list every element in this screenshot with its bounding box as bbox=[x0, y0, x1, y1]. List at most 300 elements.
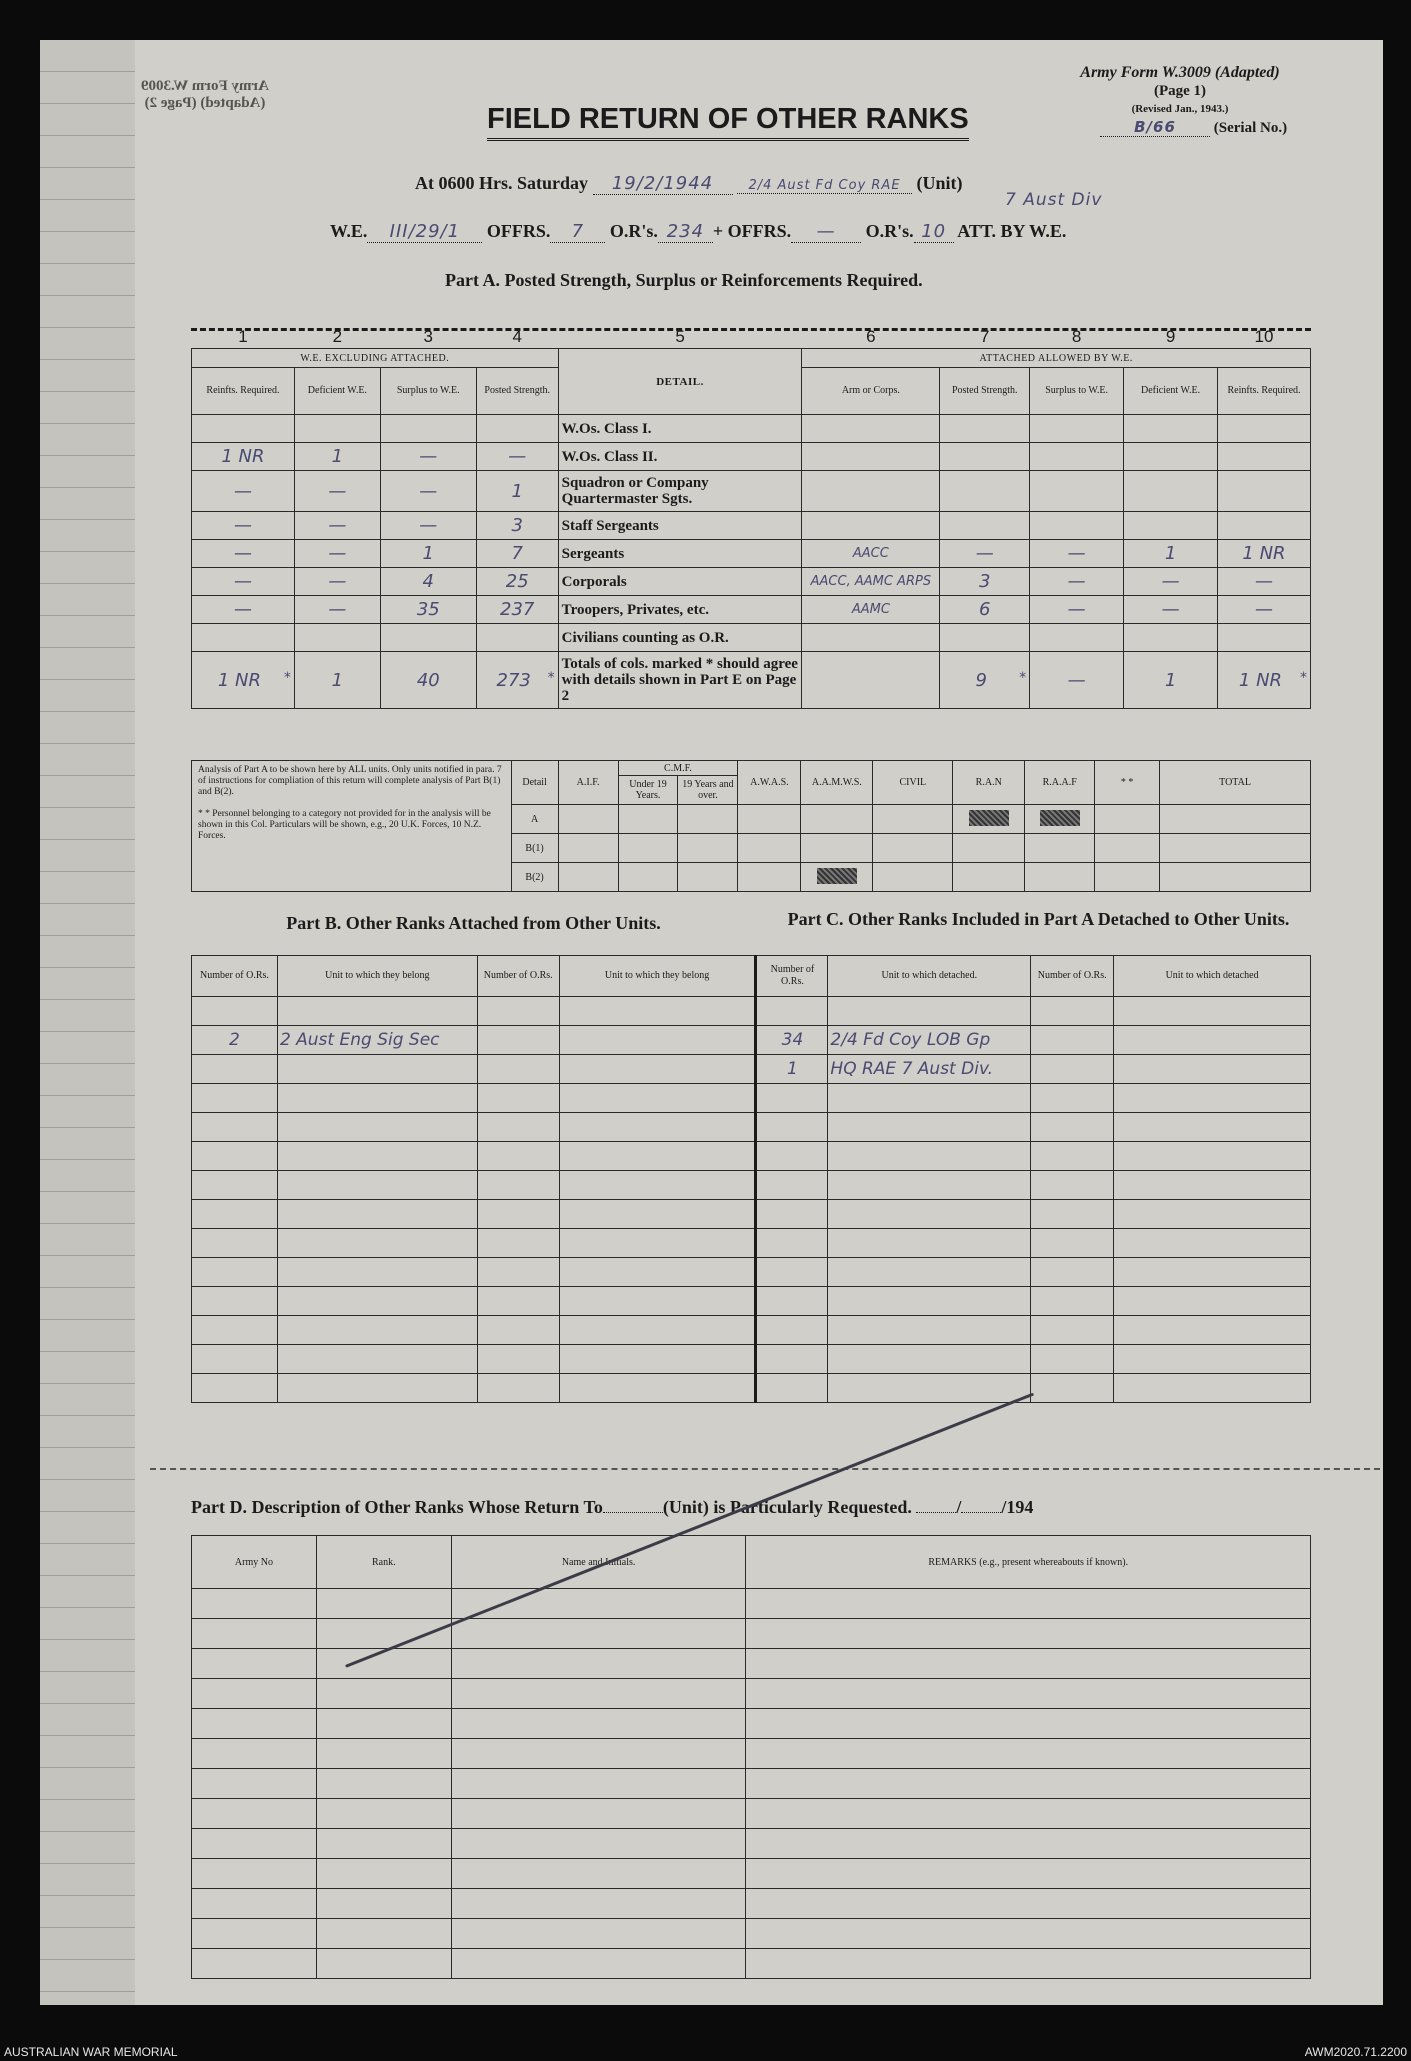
cell bbox=[746, 1739, 1311, 1769]
table-row bbox=[192, 1589, 1311, 1619]
cell bbox=[1114, 1229, 1311, 1258]
cell-value: 1 bbox=[511, 480, 523, 502]
cell-c3 bbox=[380, 540, 476, 568]
part-c-title: Part C. Other Ranks Included in Part A Detached to Other Units. bbox=[787, 909, 1290, 929]
table-row bbox=[192, 1889, 1311, 1919]
ran-blocked bbox=[953, 805, 1025, 834]
analysis-note-2: * * Personnel belonging to a category not provided for in the analysis will be shown in this Col. Particulars will be shown, e.g., 20 U.K. Forces, 10 N.Z. Forces. bbox=[198, 809, 491, 841]
cell-c8 bbox=[1030, 596, 1124, 624]
detail-label: W.Os. Class I. bbox=[558, 415, 802, 443]
table-row bbox=[192, 568, 1311, 596]
we-label: W.E. bbox=[330, 221, 368, 241]
cell-c2 bbox=[294, 512, 380, 540]
cell bbox=[746, 1709, 1311, 1739]
cell-value: 25 bbox=[505, 571, 529, 592]
cell bbox=[192, 1919, 317, 1949]
group-left: W.E. EXCLUDING ATTACHED. bbox=[192, 349, 559, 368]
column-number: 4 bbox=[512, 327, 522, 346]
cell bbox=[192, 1055, 278, 1084]
cell bbox=[746, 1919, 1311, 1949]
detail-label: Corporals bbox=[558, 568, 802, 596]
table-row bbox=[192, 1919, 1311, 1949]
cell bbox=[477, 1026, 559, 1055]
cell bbox=[746, 1859, 1311, 1889]
cell bbox=[192, 1769, 317, 1799]
cell-c3 bbox=[380, 624, 476, 652]
cell-value: — bbox=[328, 543, 347, 564]
cell-c9 bbox=[1124, 568, 1218, 596]
cell-c8 bbox=[1030, 471, 1124, 512]
cell bbox=[477, 1229, 559, 1258]
cell bbox=[756, 997, 828, 1026]
cell-c3 bbox=[380, 443, 476, 471]
cell bbox=[277, 1171, 477, 1200]
cell-value: — bbox=[233, 571, 252, 592]
cell-value: 40 bbox=[416, 669, 440, 691]
cell-value: — bbox=[328, 515, 347, 536]
cell bbox=[477, 1316, 559, 1345]
section-separator bbox=[150, 1468, 1380, 1470]
cell bbox=[451, 1649, 746, 1679]
cell bbox=[559, 997, 756, 1026]
cell bbox=[1114, 1113, 1311, 1142]
cell-c4 bbox=[476, 512, 558, 540]
cell bbox=[277, 1142, 477, 1171]
cell-value: — bbox=[419, 480, 438, 502]
table-row bbox=[192, 1026, 1311, 1055]
cell-value: 1 bbox=[422, 543, 434, 564]
cell-c10 bbox=[1218, 415, 1311, 443]
analysis-under19: Under 19 Years. bbox=[618, 776, 678, 805]
detail-header: DETAIL. bbox=[558, 349, 802, 415]
cell bbox=[316, 1709, 451, 1739]
part-d-title bbox=[191, 1497, 1033, 1518]
footer-left: AUSTRALIAN WAR MEMORIAL bbox=[4, 2045, 178, 2059]
cell bbox=[477, 1374, 559, 1403]
column-numbers bbox=[192, 326, 1311, 349]
footer-right: AWM2020.71.2200 bbox=[1304, 2045, 1407, 2059]
cell bbox=[451, 1799, 746, 1829]
header-left: Posted Strength. bbox=[476, 368, 558, 415]
cell-c6 bbox=[802, 415, 940, 443]
cell bbox=[192, 1649, 317, 1679]
division-note: 7 Aust Div bbox=[1005, 190, 1103, 210]
cell bbox=[1031, 1316, 1114, 1345]
part-b-c-header bbox=[192, 956, 1311, 997]
cell-c6 bbox=[802, 652, 940, 709]
cell-c7 bbox=[940, 652, 1030, 709]
table-row bbox=[192, 1799, 1311, 1829]
pd-name-header: Name and Initials. bbox=[451, 1536, 746, 1589]
column-number: 6 bbox=[866, 327, 876, 346]
torn-stub-edge bbox=[40, 40, 135, 2005]
cell-c7 bbox=[940, 415, 1030, 443]
header-left: Deficient W.E. bbox=[294, 368, 380, 415]
cell bbox=[559, 1200, 756, 1229]
cell bbox=[828, 1113, 1031, 1142]
cell bbox=[746, 1679, 1311, 1709]
cell bbox=[559, 1287, 756, 1316]
cell bbox=[277, 1287, 477, 1316]
cell-value: — bbox=[1161, 599, 1180, 620]
cell bbox=[192, 1258, 278, 1287]
cell-c6 bbox=[802, 624, 940, 652]
cell-value: — bbox=[328, 480, 347, 502]
header-left: Reinfts. Required. bbox=[192, 368, 295, 415]
cell bbox=[192, 1229, 278, 1258]
cell bbox=[559, 1026, 756, 1055]
cell bbox=[828, 1374, 1031, 1403]
ors-attached-value: 10 bbox=[914, 221, 954, 243]
cell-c10 bbox=[1218, 624, 1311, 652]
cell bbox=[756, 1171, 828, 1200]
table-row bbox=[192, 1679, 1311, 1709]
cell bbox=[1031, 997, 1114, 1026]
form-page: (Page 1) bbox=[1153, 83, 1207, 99]
cell-c8 bbox=[1030, 443, 1124, 471]
cell bbox=[192, 1589, 317, 1619]
cell bbox=[559, 1374, 756, 1403]
cell-c10 bbox=[1218, 443, 1311, 471]
cell bbox=[477, 1142, 559, 1171]
cell bbox=[1114, 1287, 1311, 1316]
cell-value: 3 bbox=[979, 571, 991, 592]
cell-c6 bbox=[802, 471, 940, 512]
cell-c10 bbox=[1218, 540, 1311, 568]
analysis-awas: A.W.A.S. bbox=[738, 761, 801, 805]
cell: 2 Aust Eng Sig Sec bbox=[277, 1026, 477, 1055]
cell-value: — bbox=[233, 480, 252, 502]
part-b-title: Part B. Other Ranks Attached from Other Units. bbox=[286, 913, 661, 933]
star-mark: * bbox=[283, 669, 291, 686]
analysis-row-label: B(2) bbox=[511, 863, 558, 892]
pd-rank-header: Rank. bbox=[316, 1536, 451, 1589]
cell-c6 bbox=[802, 512, 940, 540]
cell: 34 bbox=[756, 1026, 828, 1055]
cell bbox=[451, 1769, 746, 1799]
cell-value: AAMC bbox=[851, 602, 890, 617]
cell bbox=[192, 1142, 278, 1171]
cell-c1 bbox=[192, 512, 295, 540]
analysis-cmf: C.M.F. bbox=[618, 761, 738, 776]
date-prefix: At 0600 Hrs. Saturday bbox=[415, 173, 589, 193]
cell bbox=[1031, 1113, 1114, 1142]
cell-c2 bbox=[294, 443, 380, 471]
date-value: 19/2/1944 bbox=[593, 173, 733, 195]
cell-value: 1 NR bbox=[217, 669, 262, 691]
cell-value: 237 bbox=[500, 599, 535, 620]
cell-c3 bbox=[380, 596, 476, 624]
table-row bbox=[192, 1619, 1311, 1649]
pc-num-header-2: Number of O.Rs. bbox=[1031, 956, 1114, 997]
pb-num-header: Number of O.Rs. bbox=[192, 956, 278, 997]
cell bbox=[1114, 1055, 1311, 1084]
cell bbox=[756, 1142, 828, 1171]
cell bbox=[828, 1229, 1031, 1258]
cell-value: — bbox=[328, 571, 347, 592]
header-left: Surplus to W.E. bbox=[380, 368, 476, 415]
cell bbox=[316, 1949, 451, 1979]
cell-c2 bbox=[294, 540, 380, 568]
cell-value: 1 NR bbox=[1238, 669, 1283, 691]
cell bbox=[828, 1316, 1031, 1345]
table-row bbox=[192, 1949, 1311, 1979]
cell bbox=[277, 1316, 477, 1345]
table-row bbox=[192, 1055, 1311, 1084]
cell-value: — bbox=[1067, 543, 1086, 564]
column-number: 1 bbox=[238, 327, 248, 346]
page-title: FIELD RETURN OF OTHER RANKS bbox=[487, 103, 969, 141]
cell: 2/4 Fd Coy LOB Gp bbox=[828, 1026, 1031, 1055]
cell-c7 bbox=[940, 540, 1030, 568]
we-value: III/29/1 bbox=[367, 221, 482, 243]
cell-c1 bbox=[192, 596, 295, 624]
cell-c7 bbox=[940, 624, 1030, 652]
table-row bbox=[192, 1200, 1311, 1229]
column-number: 5 bbox=[675, 327, 685, 346]
cell bbox=[316, 1859, 451, 1889]
cell-value: AACC bbox=[852, 546, 889, 561]
cell-c10 bbox=[1218, 471, 1311, 512]
form-name: Army Form W.3009 (Adapted) bbox=[1080, 64, 1280, 81]
table-row bbox=[192, 1287, 1311, 1316]
cell bbox=[477, 1171, 559, 1200]
cell bbox=[756, 1287, 828, 1316]
cell bbox=[828, 1084, 1031, 1113]
table-row bbox=[192, 1709, 1311, 1739]
part-a-title: Part A. Posted Strength, Surplus or Reinforcements Required. bbox=[445, 270, 923, 290]
cell bbox=[192, 1799, 317, 1829]
cell-c2 bbox=[294, 624, 380, 652]
cell bbox=[451, 1919, 746, 1949]
cell-value: — bbox=[1161, 571, 1180, 592]
cell-c8 bbox=[1030, 415, 1124, 443]
cell-c7 bbox=[940, 512, 1030, 540]
cell bbox=[559, 1316, 756, 1345]
cell bbox=[1031, 1258, 1114, 1287]
cell-value: 1 bbox=[331, 446, 344, 467]
cell bbox=[316, 1919, 451, 1949]
cell-c8 bbox=[1030, 512, 1124, 540]
cell-c3 bbox=[380, 415, 476, 443]
cell-value: 35 bbox=[416, 599, 440, 620]
table-row bbox=[192, 1316, 1311, 1345]
unit-label: (Unit) bbox=[916, 173, 963, 193]
cell-c4 bbox=[476, 540, 558, 568]
cell bbox=[1114, 1171, 1311, 1200]
analysis-note-1: Analysis of Part A to be shown here by ALL units. Only units notified in para. 7 of instructions for compliation of this return will complete analysis of Part B(1) and B(2). bbox=[198, 765, 502, 797]
table-row bbox=[192, 443, 1311, 471]
cell bbox=[1031, 1229, 1114, 1258]
cell bbox=[828, 1142, 1031, 1171]
pb-unit-header-2: Unit to which they belong bbox=[559, 956, 756, 997]
cell bbox=[1031, 1055, 1114, 1084]
column-number: 7 bbox=[980, 327, 990, 346]
cell bbox=[756, 1200, 828, 1229]
pd-army-no-header: Army No bbox=[192, 1536, 317, 1589]
header-right: Surplus to W.E. bbox=[1030, 368, 1124, 415]
detail-label: Staff Sergeants bbox=[558, 512, 802, 540]
cell-c6 bbox=[802, 540, 940, 568]
cell-c9 bbox=[1124, 471, 1218, 512]
cell bbox=[746, 1619, 1311, 1649]
bleed-through-text: Army Form W.3009 (Adapted) (Page 2) bbox=[141, 78, 269, 111]
serial-number bbox=[1100, 118, 1287, 137]
cell bbox=[746, 1769, 1311, 1799]
cell bbox=[559, 1084, 756, 1113]
cell-c9 bbox=[1124, 512, 1218, 540]
cell bbox=[192, 1829, 317, 1859]
part-d-title-c: / bbox=[956, 1497, 962, 1517]
cell-c4 bbox=[476, 652, 558, 709]
cell bbox=[756, 1345, 828, 1374]
cell bbox=[451, 1889, 746, 1919]
table-row bbox=[192, 1829, 1311, 1859]
cell-c9 bbox=[1124, 596, 1218, 624]
cell bbox=[746, 1949, 1311, 1979]
part-b-c-table bbox=[191, 955, 1311, 1403]
cell-value: 1 NR bbox=[221, 446, 265, 467]
cell bbox=[1114, 1084, 1311, 1113]
cell bbox=[559, 1113, 756, 1142]
cell-value: — bbox=[1067, 599, 1086, 620]
cell bbox=[756, 1374, 828, 1403]
analysis-row-label: B(1) bbox=[511, 834, 558, 863]
cell bbox=[1114, 1200, 1311, 1229]
cell bbox=[828, 1258, 1031, 1287]
table-row bbox=[192, 1739, 1311, 1769]
cell-c1 bbox=[192, 624, 295, 652]
cell bbox=[1031, 1287, 1114, 1316]
cell-c4 bbox=[476, 471, 558, 512]
table-row bbox=[192, 997, 1311, 1026]
cell bbox=[451, 1679, 746, 1709]
cell-value: — bbox=[1255, 599, 1273, 620]
cell-c9 bbox=[1124, 540, 1218, 568]
analysis-table bbox=[191, 760, 1311, 892]
star-mark: * bbox=[1300, 669, 1307, 686]
cell bbox=[746, 1829, 1311, 1859]
cell bbox=[477, 1287, 559, 1316]
header-right: Deficient W.E. bbox=[1124, 368, 1218, 415]
cell bbox=[1031, 1200, 1114, 1229]
table-row bbox=[192, 1859, 1311, 1889]
cell bbox=[192, 1287, 278, 1316]
cell bbox=[192, 1889, 317, 1919]
cell-c1 bbox=[192, 415, 295, 443]
cell bbox=[756, 1113, 828, 1142]
part-d-title-b: (Unit) is Particularly Requested. bbox=[662, 1497, 912, 1517]
pc-num-header: Number of O.Rs. bbox=[756, 956, 828, 997]
table-row bbox=[192, 624, 1311, 652]
cell bbox=[316, 1829, 451, 1859]
cell bbox=[451, 1739, 746, 1769]
cell bbox=[1114, 1026, 1311, 1055]
plus-sign: + bbox=[712, 221, 724, 241]
cell bbox=[477, 1200, 559, 1229]
cell bbox=[746, 1649, 1311, 1679]
we-strength-line bbox=[330, 221, 1066, 243]
cell-c9 bbox=[1124, 415, 1218, 443]
cell-c7 bbox=[940, 568, 1030, 596]
offrs-label: OFFRS. bbox=[486, 221, 551, 241]
cell bbox=[746, 1889, 1311, 1919]
cell-c3 bbox=[380, 512, 476, 540]
analysis-note bbox=[192, 761, 512, 892]
cell bbox=[559, 1345, 756, 1374]
part-d-title-a: Part D. Description of Other Ranks Whose Return To bbox=[191, 1497, 603, 1517]
table-row bbox=[192, 1374, 1311, 1403]
cell bbox=[192, 1316, 278, 1345]
cell bbox=[192, 1200, 278, 1229]
cell-c2 bbox=[294, 471, 380, 512]
offrs-value: 7 bbox=[550, 221, 605, 243]
star-mark: * bbox=[1019, 669, 1027, 686]
analysis-aamws: A.A.M.W.S. bbox=[801, 761, 873, 805]
cell-c10 bbox=[1218, 568, 1311, 596]
raaf-blocked bbox=[1025, 805, 1095, 834]
cell: HQ RAE 7 Aust Div. bbox=[828, 1055, 1031, 1084]
table-row bbox=[192, 471, 1311, 512]
cell bbox=[828, 1345, 1031, 1374]
part-d-table bbox=[191, 1535, 1311, 1979]
serial-label: (Serial No.) bbox=[1213, 120, 1288, 136]
cell-c9 bbox=[1124, 443, 1218, 471]
cell-c7 bbox=[940, 443, 1030, 471]
cell bbox=[277, 1374, 477, 1403]
pb-unit-header: Unit to which they belong bbox=[277, 956, 477, 997]
cell: 2 bbox=[192, 1026, 278, 1055]
cell-c6 bbox=[802, 596, 940, 624]
column-number: 9 bbox=[1165, 327, 1176, 346]
header-right: Posted Strength. bbox=[940, 368, 1030, 415]
cell bbox=[192, 1739, 317, 1769]
cell-value: 1 bbox=[1164, 543, 1177, 564]
ors-attached-label: O.R's. bbox=[865, 221, 914, 241]
cell-c10 bbox=[1218, 512, 1311, 540]
cell bbox=[277, 1200, 477, 1229]
cell bbox=[477, 1084, 559, 1113]
analysis-raaf: R.A.A.F bbox=[1025, 761, 1095, 805]
pd-remarks-header: REMARKS (e.g., present whereabouts if known). bbox=[746, 1536, 1311, 1589]
cell bbox=[277, 1229, 477, 1258]
cell-value: 9 bbox=[975, 669, 987, 691]
cell-c6 bbox=[802, 443, 940, 471]
cell bbox=[1031, 1374, 1114, 1403]
cell bbox=[828, 1287, 1031, 1316]
cell bbox=[451, 1709, 746, 1739]
cell bbox=[192, 1113, 278, 1142]
cell bbox=[756, 1229, 828, 1258]
cell-value: — bbox=[1255, 571, 1273, 592]
table-row bbox=[192, 1171, 1311, 1200]
cell bbox=[1114, 1316, 1311, 1345]
cell bbox=[477, 1055, 559, 1084]
ors-label: O.R's. bbox=[609, 221, 658, 241]
unit-value: 2/4 Aust Fd Coy RAE bbox=[737, 178, 912, 194]
cell-value: 1 NR bbox=[1242, 543, 1286, 564]
table-row bbox=[192, 540, 1311, 568]
cell-value: 1 bbox=[331, 669, 344, 691]
cell-c8 bbox=[1030, 568, 1124, 596]
cell-c2 bbox=[294, 596, 380, 624]
table-row bbox=[192, 1084, 1311, 1113]
cell bbox=[192, 1345, 278, 1374]
pc-unit-header: Unit to which detached. bbox=[828, 956, 1031, 997]
cell-c8 bbox=[1030, 624, 1124, 652]
cell-c2 bbox=[294, 652, 380, 709]
cell bbox=[477, 997, 559, 1026]
